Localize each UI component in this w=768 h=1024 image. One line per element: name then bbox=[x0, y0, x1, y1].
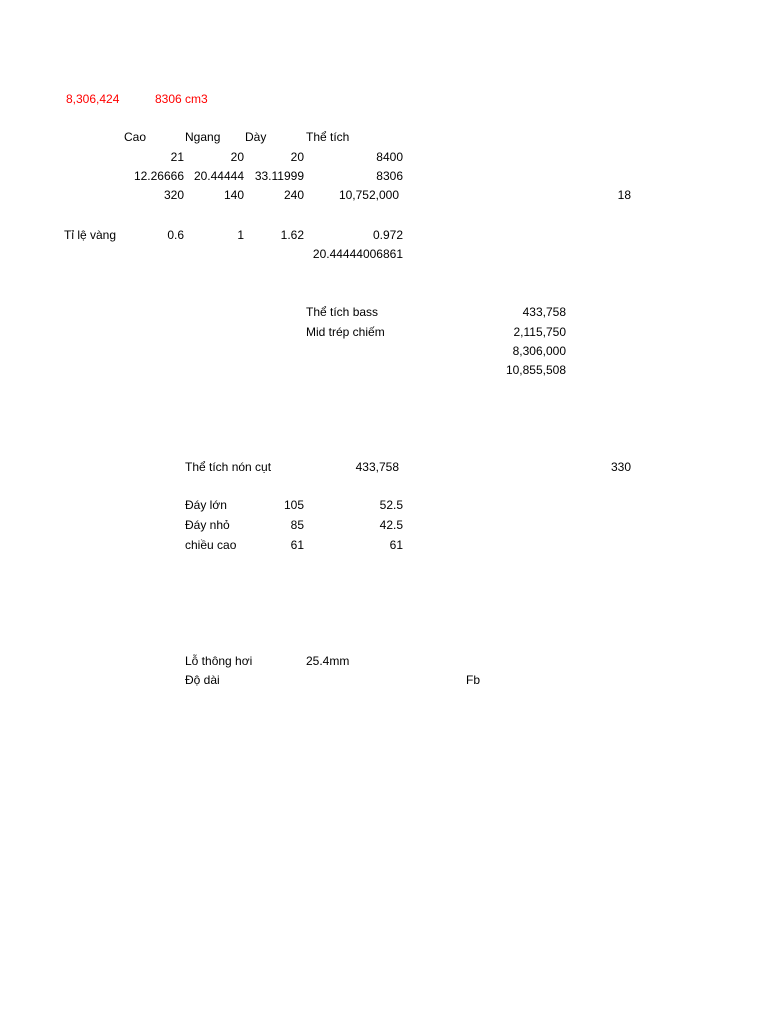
row3-day: 240 bbox=[283, 188, 304, 202]
height-value: 61 bbox=[290, 538, 304, 552]
golden-ratio-day: 1.62 bbox=[280, 228, 304, 242]
small-base-label: Đáy nhỏ bbox=[185, 518, 230, 532]
row2-ngang: 20.44444 bbox=[193, 169, 244, 183]
row2-day: 33.11999 bbox=[254, 169, 304, 183]
row2-the-tich: 8306 bbox=[376, 169, 403, 183]
row3-the-tich: 10,752,000 bbox=[338, 188, 399, 202]
side-value-18: 18 bbox=[617, 188, 631, 202]
large-base-half: 52.5 bbox=[379, 498, 403, 512]
volume-label: 8306 cm3 bbox=[155, 92, 208, 106]
row1-ngang: 20 bbox=[230, 150, 244, 164]
vent-label: Lỗ thông hơi bbox=[185, 654, 253, 668]
bass-volume-label: Thể tích bass bbox=[306, 305, 379, 319]
volume-value-3: 8,306,000 bbox=[512, 344, 566, 358]
row2-cao: 12.26666 bbox=[133, 169, 184, 183]
row3-cao: 320 bbox=[163, 188, 184, 202]
mid-treble-value: 2,115,750 bbox=[513, 325, 566, 339]
small-base-half: 42.5 bbox=[379, 518, 403, 532]
golden-ratio-the-tich: 0.972 bbox=[372, 228, 403, 242]
row3-ngang: 140 bbox=[223, 188, 244, 202]
header-the-tich: Thể tích bbox=[306, 130, 350, 144]
row1-day: 20 bbox=[290, 150, 304, 164]
row1-cao: 21 bbox=[170, 150, 184, 164]
golden-ratio-extra: 20.44444006861 bbox=[312, 247, 403, 261]
bass-volume-value: 433,758 bbox=[522, 305, 566, 319]
total-value: 8,306,424 bbox=[66, 92, 120, 106]
height-label: chiều cao bbox=[185, 538, 237, 552]
golden-ratio-label: Tỉ lệ vàng bbox=[64, 228, 117, 242]
golden-ratio-ngang: 1 bbox=[237, 228, 244, 242]
header-day: Dày bbox=[245, 130, 267, 144]
height-value-2: 61 bbox=[389, 538, 403, 552]
fb-label: Fb bbox=[466, 673, 481, 687]
vent-length-label: Độ dài bbox=[185, 673, 220, 687]
cone-volume-value: 433,758 bbox=[355, 460, 399, 474]
side-value-330: 330 bbox=[610, 460, 631, 474]
golden-ratio-cao: 0.6 bbox=[167, 228, 184, 242]
vent-size: 25.4mm bbox=[306, 654, 350, 668]
row1-the-tich: 8400 bbox=[376, 150, 403, 164]
large-base-label: Đáy lớn bbox=[185, 498, 227, 512]
mid-treble-label: Mid trép chiếm bbox=[306, 325, 385, 339]
large-base-value: 105 bbox=[283, 498, 304, 512]
header-cao: Cao bbox=[124, 130, 147, 144]
header-ngang: Ngang bbox=[185, 130, 221, 144]
volume-value-4: 10,855,508 bbox=[505, 363, 566, 377]
cone-volume-label: Thể tích nón cụt bbox=[185, 460, 272, 474]
small-base-value: 85 bbox=[290, 518, 304, 532]
